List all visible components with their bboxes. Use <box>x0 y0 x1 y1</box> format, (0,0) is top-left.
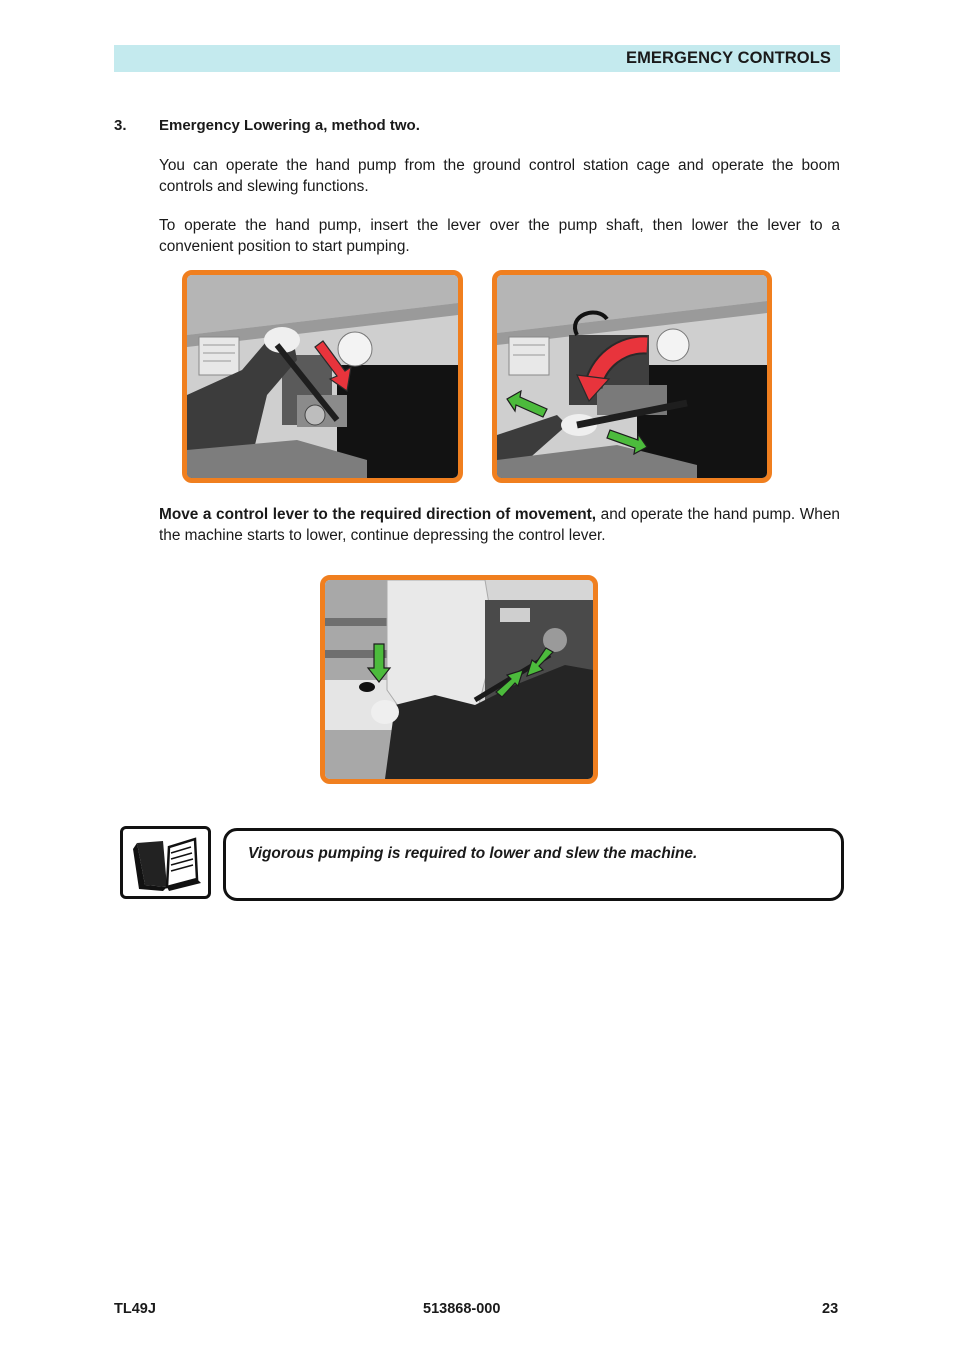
step-number: 3. <box>114 117 127 134</box>
paragraph-move-control-lever-bold: Move a control lever to the required direction of movement, <box>159 506 597 523</box>
photo-pumping-lever <box>492 270 772 483</box>
photo-insert-lever <box>182 270 463 483</box>
paragraph-insert-lever: To operate the hand pump, insert the lever over the pump shaft, then lower the lever to a convenient position to start pumping. <box>159 217 840 255</box>
paragraph-hand-pump-intro: You can operate the hand pump from the ground control station cage and operate the boom controls and slewing functions. <box>159 157 840 195</box>
paragraph-move-control-lever <box>159 504 840 546</box>
note-icon-box <box>120 826 211 899</box>
step-title: Emergency Lowering a, method two. <box>159 117 420 134</box>
section-header-bar <box>114 45 840 72</box>
note-box <box>223 828 844 901</box>
paragraph-move-control-lever-rest: and operate the hand pump. When the machine starts to lower, continue depressing the control lever. <box>159 506 840 544</box>
photo-control-lever <box>320 575 598 784</box>
note-text: Vigorous pumping is required to lower and slew the machine. <box>248 845 698 862</box>
footer-page-number: 23 <box>822 1301 839 1317</box>
section-title: EMERGENCY CONTROLS <box>625 49 831 67</box>
footer-model: TL49J <box>114 1301 156 1317</box>
footer-part-number: 513868-000 <box>423 1301 501 1317</box>
open-book-icon <box>123 829 208 896</box>
